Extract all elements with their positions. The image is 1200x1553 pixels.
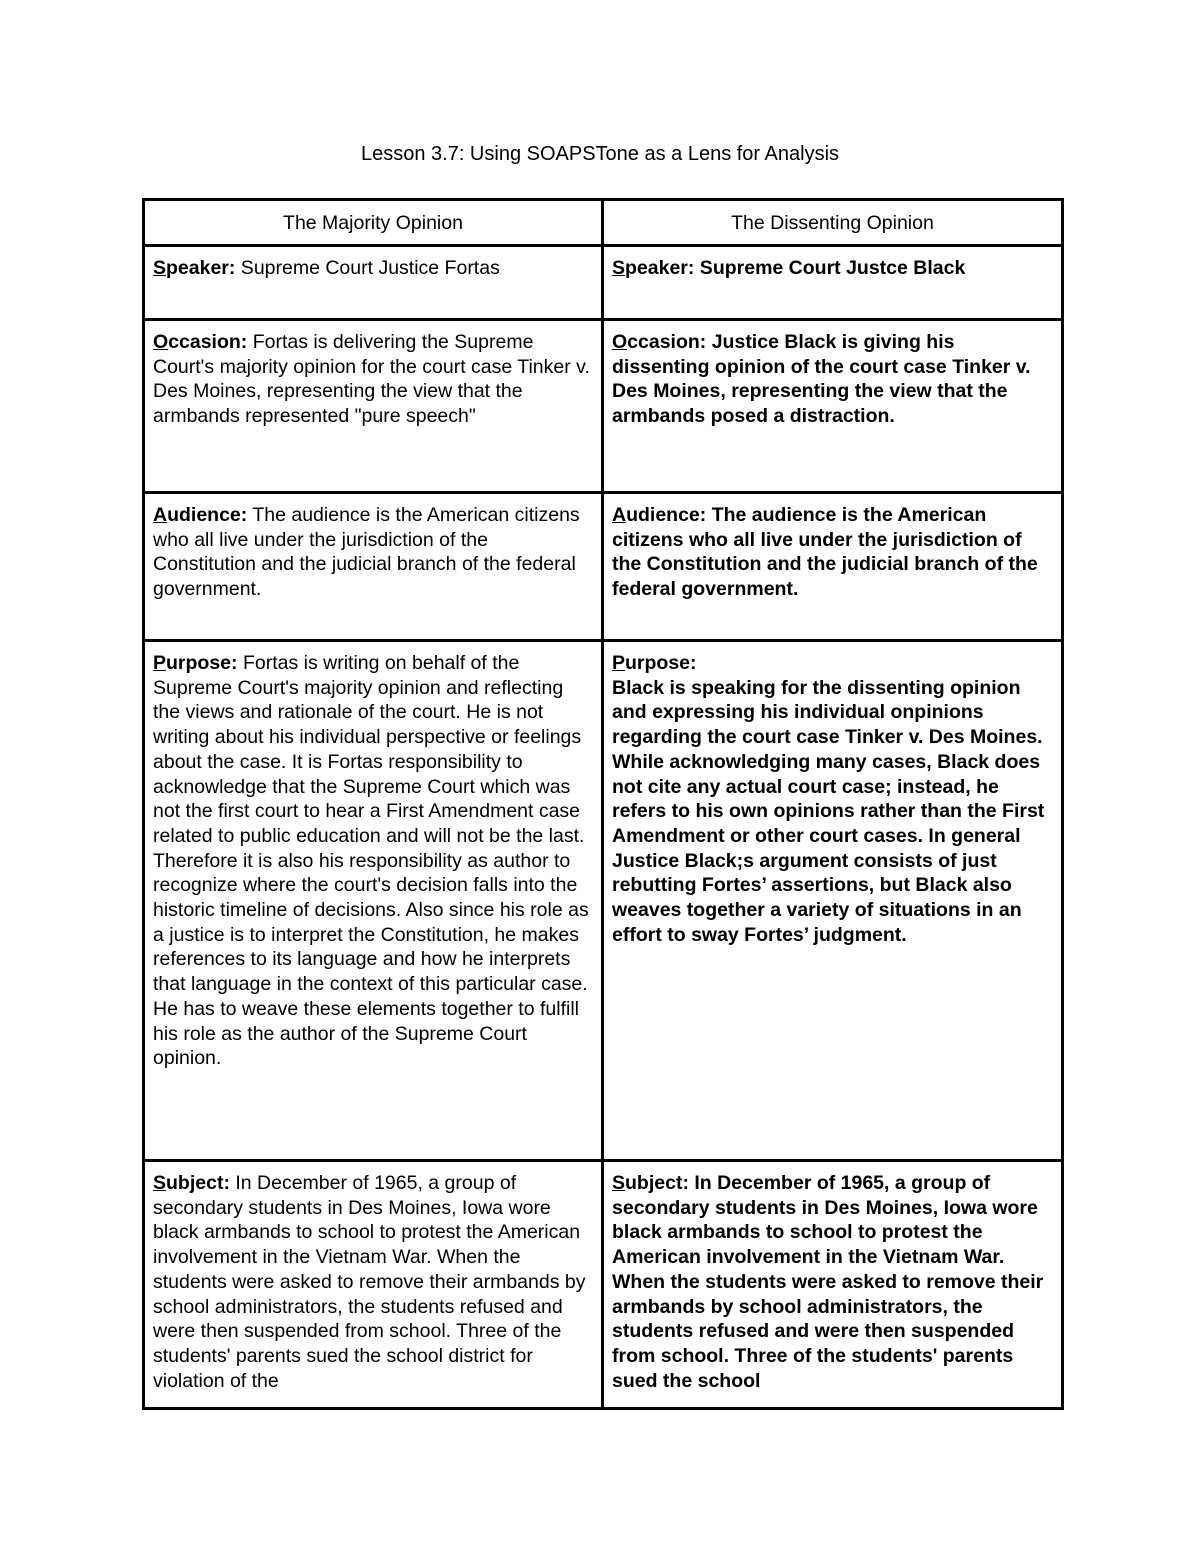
majority-audience-cell [144, 493, 603, 641]
majority-occasion-cell [144, 320, 603, 493]
table-row-speaker [144, 246, 1063, 320]
table-row-occasion [144, 320, 1063, 493]
majority-subject-cell [144, 1161, 603, 1409]
dissenting-purpose-cell [603, 641, 1063, 1161]
dissenting-occasion-cell [603, 320, 1063, 493]
subject-label: Subject: [612, 1172, 689, 1194]
dissenting-audience-cell [603, 493, 1063, 641]
occasion-label: Occasion: [612, 331, 707, 353]
table-row-subject [144, 1161, 1063, 1409]
table-row-audience [144, 493, 1063, 641]
purpose-label: Purpose: [612, 652, 697, 674]
majority-purpose-cell [144, 641, 603, 1161]
majority-audience-text: The audience is the American citizens who all live under the jurisdiction of the Constitution and the judicial branch of the federal government. [153, 504, 580, 601]
occasion-label: Occasion: [153, 331, 248, 353]
dissenting-subject-text: In December of 1965, a group of secondary students in Des Moines, Iowa wore black armbands to school to protest the American involvement in the Vietnam War. When the students were asked to remove their armbands by school administrators, the students refused and were then suspended from school. Three of the students' parents sued the school [612, 1172, 1044, 1392]
dissenting-speaker-cell [603, 246, 1063, 320]
majority-speaker-text: Supreme Court Justice Fortas [235, 257, 500, 279]
majority-subject-text: In December of 1965, a group of secondary students in Des Moines, Iowa wore black armbands to school to protest the American involvement in the Vietnam War. When the students were asked to remove their armbands by school administrators, the students refused and were then suspended from school. Three of the students' parents sued the school district for violation of the [153, 1172, 586, 1392]
table-row-purpose [144, 641, 1063, 1161]
audience-label: Audience: [153, 504, 248, 526]
speaker-label: Speaker: [153, 257, 236, 279]
dissenting-speaker-text: Supreme Court Justce Black [694, 257, 966, 279]
page-title: Lesson 3.7: Using SOAPSTone as a Lens for Analysis [360, 143, 840, 165]
soapstone-table [142, 198, 1064, 1410]
dissenting-occasion-text: Justice Black is giving his dissenting opinion of the court case Tinker v. Des Moines, representing the view that the armbands posed a distraction. [612, 331, 1031, 428]
audience-label: Audience: [612, 504, 707, 526]
majority-opinion-header: The Majority Opinion [144, 200, 603, 246]
subject-label: Subject: [153, 1172, 230, 1194]
majority-purpose-text: Fortas is writing on behalf of the Supreme Court's majority opinion and reflecting the views and rationale of the court. He is not writing about his individual perspective or feelings about the case. It is Fortas responsibility to acknowledge that the Supreme Court which was not the first court to hear a First Amendment case related to public education and will not be the last. Therefore it is also his responsibility as author to recognize where the court's decision falls into the historic timeline of decisions. Also since his role as a justice is to interpret the Constitution, he makes references to its language and how he interprets that language in the context of this particular case. He has to weave these elements together to fulfill his role as the author of the Supreme Court opinion. [153, 652, 589, 1070]
speaker-label: Speaker: [612, 257, 695, 279]
dissenting-subject-cell [603, 1161, 1063, 1409]
dissenting-purpose-text: Black is speaking for the dissenting opinion and expressing his individual onpinions regarding the court case Tinker v. Des Moines. While acknowledging many cases, Black does not cite any actual court case; instead, he refers to his own opinions rather than the First Amendment or other court cases. In general Justice Black;s argument consists of just rebutting Fortes’ assertions, but Black also weaves together a variety of situations in an effort to sway Fortes’ judgment. [612, 676, 1045, 946]
majority-speaker-cell [144, 246, 603, 320]
dissenting-opinion-header: The Dissenting Opinion [603, 200, 1063, 246]
table-header-row [144, 200, 1063, 246]
purpose-label: Purpose: [153, 652, 238, 674]
majority-occasion-text: Fortas is delivering the Supreme Court's majority opinion for the court case Tinker v. Des Moines, representing the view that the armbands represented "pure speech" [153, 331, 590, 428]
dissenting-audience-text: The audience is the American citizens who all live under the jurisdiction of the Constitution and the judicial branch of the federal government. [612, 504, 1038, 601]
